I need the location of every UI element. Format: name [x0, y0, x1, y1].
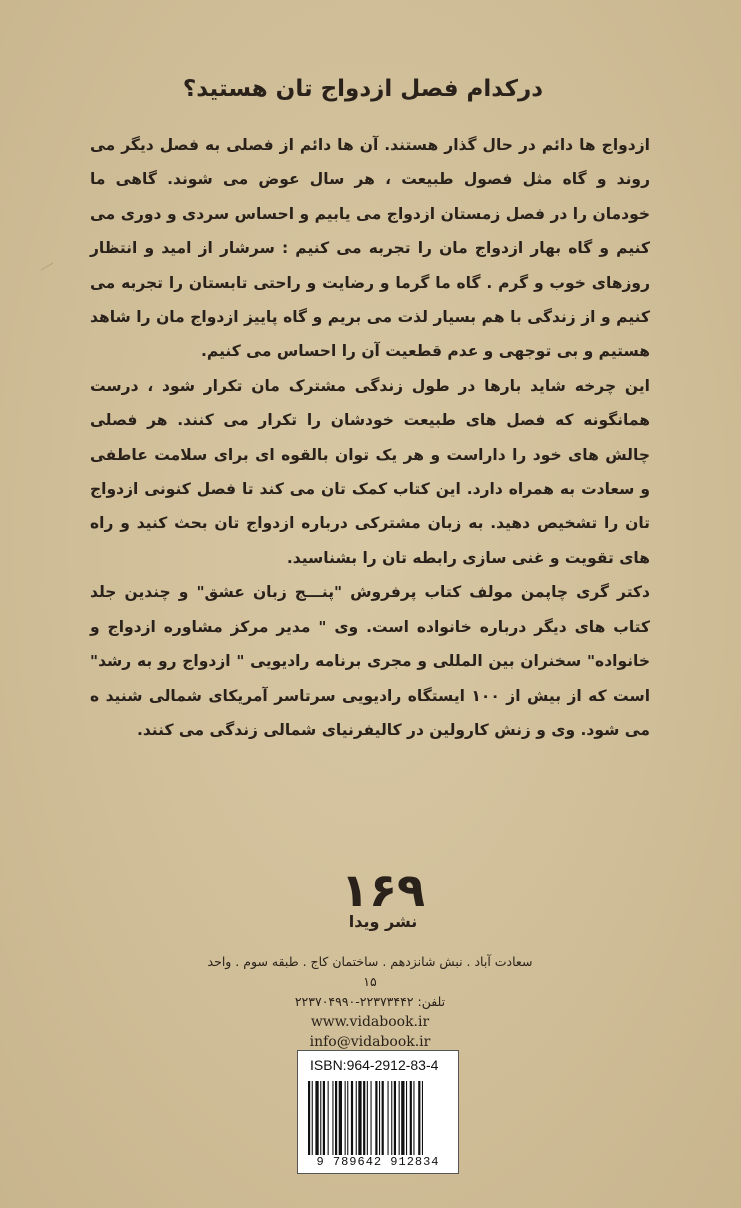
isbn-label: ISBN:964-2912-83-4 — [310, 1057, 439, 1073]
publisher-info — [200, 952, 540, 1052]
publisher-name: نشر ویدا — [348, 912, 418, 931]
isbn-barcode — [297, 1050, 459, 1174]
barcode-digits: 9 789642 912834 — [316, 1155, 440, 1169]
publisher-website: www.vidabook.ir — [310, 1014, 430, 1030]
author-bio-paragraph: دکتر گری چاپمن مولف کتاب پرفروش "پنـــج زبان عشق" و چندین جلد کتاب های دیگر درباره خانواده است. وی " مدیر مرکز مشاوره ازدواج و خانواده" سخنران بین المللی و مجری برنامه رادیویی " ازدواج رو به رشد" است که از بیش از ۱۰۰ ایستگاه رادیویی سرتاسر آمریکای شمالی شنید ه می شود. وی و زنش کارولین در کالیفرنیای شمالی زندگی می کنند. — [90, 583, 651, 739]
publisher-logo-mark: ۱۶۹ — [340, 863, 426, 917]
blurb — [90, 128, 650, 747]
publisher-email: info@vidabook.ir — [309, 1034, 431, 1050]
blurb-paragraph-2: این چرخه شاید بارها در طول زندگی مشترک مان تکرار شود ، درست همانگونه که فصل های طبیعت خودشان را تکرار می کنند. هر فصلی چالش های خود را داراست و هر یک توان بالقوه ای برای سلامت عاطفی و سعادت به همراه دارد. این کتاب کمک تان می کند تا فصل کنونی ازدواج تان را تشخیص دهید. به زبان مشترکی درباره ازدواج تان بحث کنید و راه های تقویت و غنی سازی رابطه تان را بشناسید. — [90, 376, 650, 567]
scratch-mark — [41, 263, 54, 271]
barcode-bars — [308, 1081, 450, 1155]
publisher-phone: تلفن: ۲۲۳۷۳۴۴۲-۲۲۳۷۰۴۹۹۰ — [294, 994, 446, 1009]
publisher-address: سعادت آباد . نبش شانزدهم . ساختمان کاج . طبقه سوم . واحد ۱۵ — [207, 954, 533, 989]
publisher-logo — [338, 863, 428, 931]
back-cover-title: درکدام فصل ازدواج تان هستید؟ — [182, 76, 543, 102]
blurb-paragraph-1: ازدواج ها دائم در حال گذار هستند. آن ها دائم از فصلی به فصل دیگر می روند و گاه مثل فصول طبیعت ، هر سال عوض می شوند. گاهی ما خودمان را در فصل زمستان ازدواج می یابیم و احساس سردی و دوری می کنیم و گاه بهار ازدواج مان را تجربه می کنیم : سرشار از امید و انتظار روزهای خوب و گرم . گاه ما گرما و رضایت و راحتی تابستان را تجربه می کنیم و از زندگی با هم بسیار لذت می بریم و گاه پاییز ازدواج مان را شاهد هستیم و بی توجهی و عدم قطعیت آن را احساس می کنیم. — [90, 136, 650, 361]
